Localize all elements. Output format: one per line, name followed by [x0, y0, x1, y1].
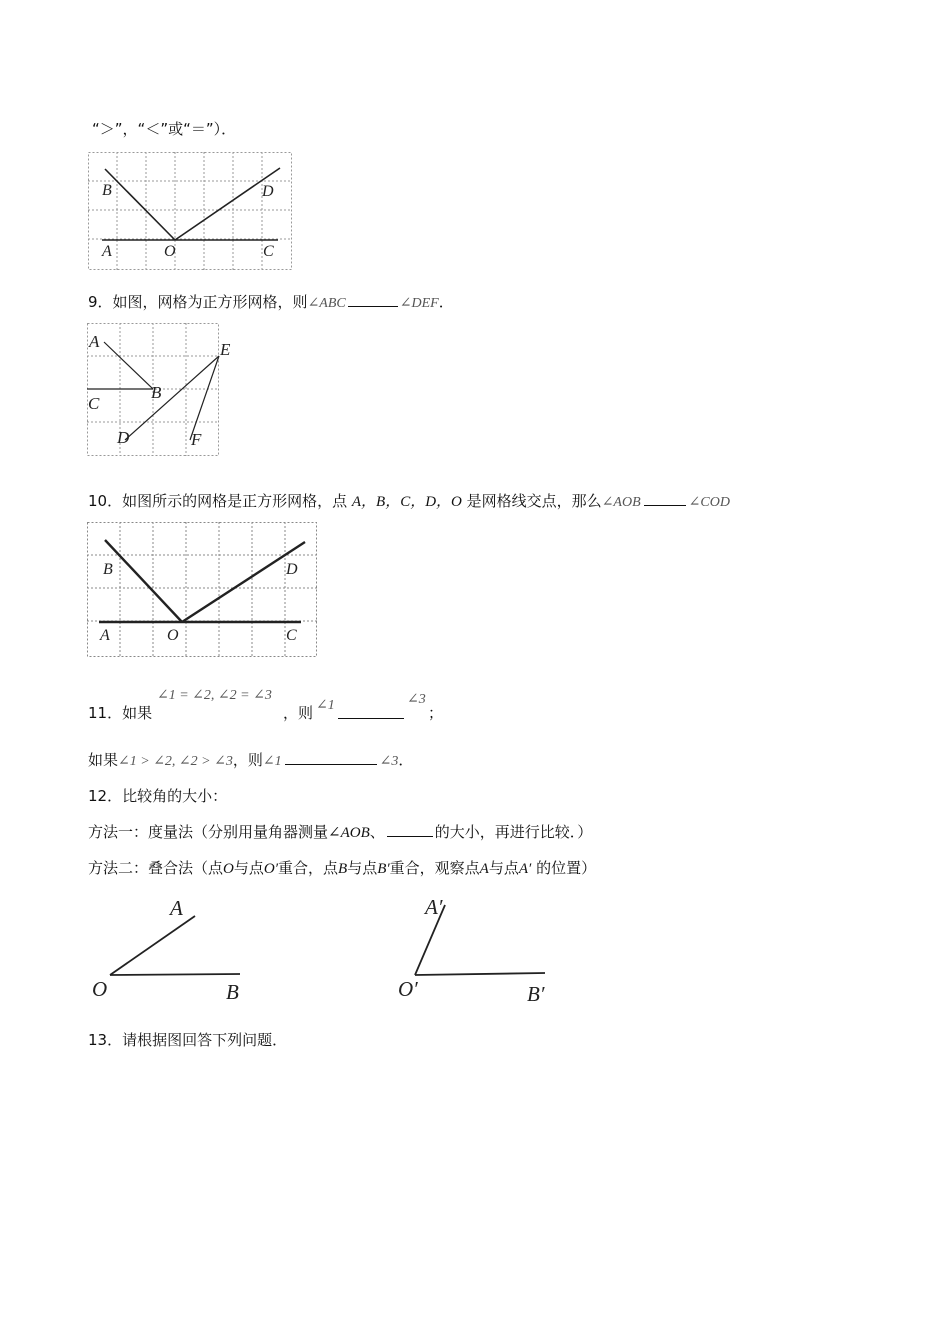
- q11-angle3-b: ∠3: [379, 754, 399, 769]
- q8-label-b: B: [102, 182, 112, 199]
- q11-line1: [88, 703, 152, 723]
- q12-point-o: O: [223, 861, 234, 877]
- q12-fig2-label-o: O′: [398, 977, 418, 1001]
- q12-fig2-label-b: B′: [527, 982, 545, 1006]
- q11-end2: ．: [398, 751, 414, 769]
- q10-points: A，B，C，D，O: [351, 494, 462, 510]
- q10-number: 10．: [88, 492, 123, 510]
- q12-t3: 与点: [347, 859, 378, 877]
- q12-title-text: 比较角的大小：: [122, 787, 228, 805]
- q11-angle1-b: ∠1: [262, 754, 282, 769]
- q9-angle-abc: ∠ABC: [307, 296, 346, 311]
- q10-text-b: 是网格线交点，那么: [466, 492, 602, 510]
- q12-method2: [88, 858, 596, 879]
- q9-angle-def: ∠DEF: [399, 296, 439, 311]
- q8-ray-od: [175, 168, 280, 240]
- q9-answer-blank[interactable]: [348, 292, 398, 307]
- q11-angle3: ∠3: [407, 692, 426, 707]
- q10-angle-cod: ∠COD: [688, 495, 730, 510]
- q8-tail-text: “＞”，“＜”或“＝”）．: [92, 120, 237, 138]
- q12-t2: 重合，点: [278, 859, 339, 877]
- q12-point-o-prime: O′: [263, 861, 278, 877]
- q12-fig1-label-b: B: [226, 980, 239, 1004]
- q10-grid-figure: [87, 522, 317, 657]
- q10-label-c: C: [286, 627, 297, 644]
- q12-fig1-label-o: O: [92, 977, 108, 1001]
- q9-ray-ba: [104, 342, 153, 389]
- q9-text: 如图，网格为正方形网格，则: [112, 293, 308, 311]
- q9-grid-figure: [87, 323, 231, 456]
- q12-answer-blank[interactable]: [387, 822, 433, 837]
- q13-text: 请根据图回答下列问题．: [122, 1031, 288, 1049]
- q12-method1-text: 方法一：度量法（分别用量角器测量: [88, 823, 329, 841]
- q12-number: 12．: [88, 787, 123, 805]
- q11-text-d: ，则: [232, 751, 263, 769]
- q12-t5: 与点: [488, 859, 519, 877]
- q11-text-a: 如果: [122, 704, 153, 722]
- q11-condition1: ∠1 = ∠2, ∠2 = ∠3: [157, 688, 272, 703]
- q12-figure-aob: [88, 893, 258, 1005]
- q12-method1-end: 的大小，再进行比较．）: [434, 823, 593, 841]
- q12-method1-sep: 、: [369, 823, 385, 841]
- q12-ray-oa: [110, 916, 195, 975]
- q9-label-f: F: [191, 430, 202, 449]
- q9-label-c: C: [88, 394, 100, 413]
- q9-label-e: E: [220, 340, 231, 359]
- q12-title: [88, 786, 227, 806]
- q8-label-o: O: [164, 243, 176, 260]
- q11-text-b: ，则: [283, 704, 314, 722]
- q13-number: 13．: [88, 1031, 123, 1049]
- q12-method1: [88, 822, 592, 843]
- q12-point-b: B: [338, 861, 348, 877]
- q11-end1: ；: [428, 704, 444, 722]
- q12-t6: 的位置）: [531, 859, 597, 877]
- q12-method2-text: 方法二：叠合法（点: [88, 859, 224, 877]
- q8-label-c: C: [263, 243, 274, 260]
- q10-label-a: A: [100, 627, 110, 644]
- q9-label-a: A: [89, 332, 100, 351]
- q12-fig2-label-a: A′: [425, 895, 443, 919]
- q10-label-b: B: [103, 561, 113, 578]
- q12-fig1-label-a: A: [170, 896, 183, 920]
- q10-label-o: O: [167, 627, 179, 644]
- q13-question: [88, 1030, 287, 1050]
- q10-answer-blank[interactable]: [644, 491, 686, 506]
- q12-t1: 与点: [233, 859, 264, 877]
- q9-number: 9．: [88, 293, 113, 311]
- q9-label-b: B: [151, 383, 162, 402]
- q9-end: ．: [438, 293, 454, 311]
- q8-grid-figure: [88, 152, 292, 270]
- q9-question: [88, 292, 454, 314]
- q10-text: 如图所示的网格是正方形网格，点: [122, 492, 348, 510]
- q11-answer-blank-2[interactable]: [285, 750, 377, 765]
- q11-line2: [88, 750, 413, 772]
- q12-point-b-prime: B′: [377, 861, 390, 877]
- q9-label-d: D: [117, 428, 130, 447]
- q8-ray-ob: [105, 169, 175, 240]
- q12-point-a-prime: A′: [518, 861, 532, 877]
- q12-ray-ob: [110, 974, 240, 975]
- q11-line1-tail: [283, 703, 313, 723]
- q11-condition2: ∠1 > ∠2, ∠2 > ∠3: [118, 754, 233, 769]
- q8-label-a: A: [102, 243, 112, 260]
- q8-label-d: D: [262, 183, 274, 200]
- q10-ray-od: [182, 542, 305, 622]
- q11-angle1: ∠1: [316, 698, 335, 713]
- q12-ray-ob-prime: [415, 973, 545, 975]
- q11-number: 11．: [88, 704, 123, 722]
- q12-method1-angle: ∠AOB: [328, 825, 370, 841]
- q10-label-d: D: [286, 561, 298, 578]
- q12-point-a: A: [479, 861, 489, 877]
- q11-answer-blank-1[interactable]: [338, 704, 404, 719]
- q11-text-c: 如果: [88, 751, 119, 769]
- q10-question: [88, 491, 730, 513]
- q10-angle-aob: ∠AOB: [601, 495, 641, 510]
- q12-t4: 重合，观察点: [389, 859, 480, 877]
- q12-figure-aob-prime: [395, 893, 555, 1008]
- q10-ray-ob: [105, 540, 182, 622]
